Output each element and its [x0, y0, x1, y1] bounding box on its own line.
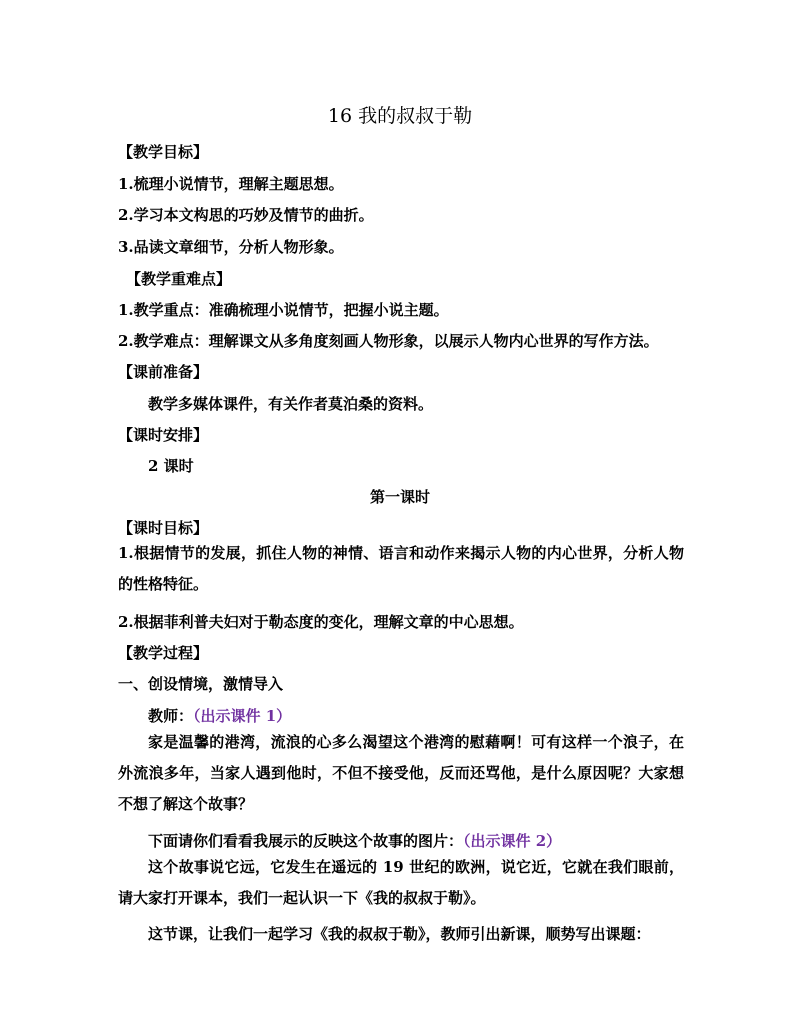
heading-process: 【教学过程】: [118, 644, 209, 662]
closing-line: 这节课，让我们一起学习《我的叔叔于勒》，教师引出新课，顺势写出课题：: [148, 925, 651, 943]
page-title: 16 我的叔叔于勒: [327, 105, 473, 127]
goal-item-1: 1.梳理小说情节，理解主题思想。: [118, 175, 344, 193]
story-paragraph: 这个故事说它远，它发生在遥远的 19 世纪的欧洲，说它近，它就在我们眼前，请大家打开课本，我们一起认识一下《我的叔叔于勒》。: [118, 858, 684, 907]
lesson-goal-1: 1.根据情节的发展，抓住人物的神情、语言和动作来揭示人物的内心世界，分析人物的性格特征。: [118, 544, 684, 593]
heading-teaching-goals: 【教学目标】: [118, 143, 209, 161]
courseware-2-note: （出示课件 2）: [463, 832, 562, 850]
teacher-label: 教师：: [148, 707, 194, 725]
preparation-text: 教学多媒体课件，有关作者莫泊桑的资料。: [148, 395, 434, 413]
goal-item-2: 2.学习本文构思的巧妙及情节的曲折。: [118, 206, 374, 224]
heading-key-points: 【教学重难点】: [126, 270, 232, 288]
heading-schedule: 【课时安排】: [118, 426, 209, 444]
lesson-goal-2: 2.根据菲利普夫妇对于勒态度的变化，理解文章的中心思想。: [118, 613, 524, 631]
show-pictures-text: 下面请你们看看我展示的反映这个故事的图片：: [148, 832, 464, 850]
courseware-1-note: （出示课件 1）: [193, 707, 292, 725]
heading-preparation: 【课前准备】: [118, 363, 209, 381]
teacher-line: [148, 706, 291, 726]
key-point-1: 1.教学重点：准确梳理小说情节，把握小说主题。: [118, 301, 449, 319]
lesson-one-heading: 第一课时: [369, 488, 430, 506]
key-point-2: 2.教学难点：理解课文从多角度刻画人物形象，以展示人物内心世界的写作方法。: [118, 332, 659, 350]
intro-paragraph: 家是温馨的港湾，流浪的心多么渴望这个港湾的慰藉啊！可有这样一个浪子，在外流浪多年，当家人遇到他时，不但不接受他，反而还骂他，是什么原因呢？大家想不想了解这个故事？: [118, 733, 684, 813]
heading-lesson-goals: 【课时目标】: [118, 519, 209, 537]
schedule-text: 2 课时: [148, 457, 194, 475]
goal-item-3: 3.品读文章细节，分析人物形象。: [118, 238, 344, 256]
step-1-heading: 一、创设情境，激情导入: [118, 675, 284, 693]
show-pictures-line: [148, 831, 561, 851]
